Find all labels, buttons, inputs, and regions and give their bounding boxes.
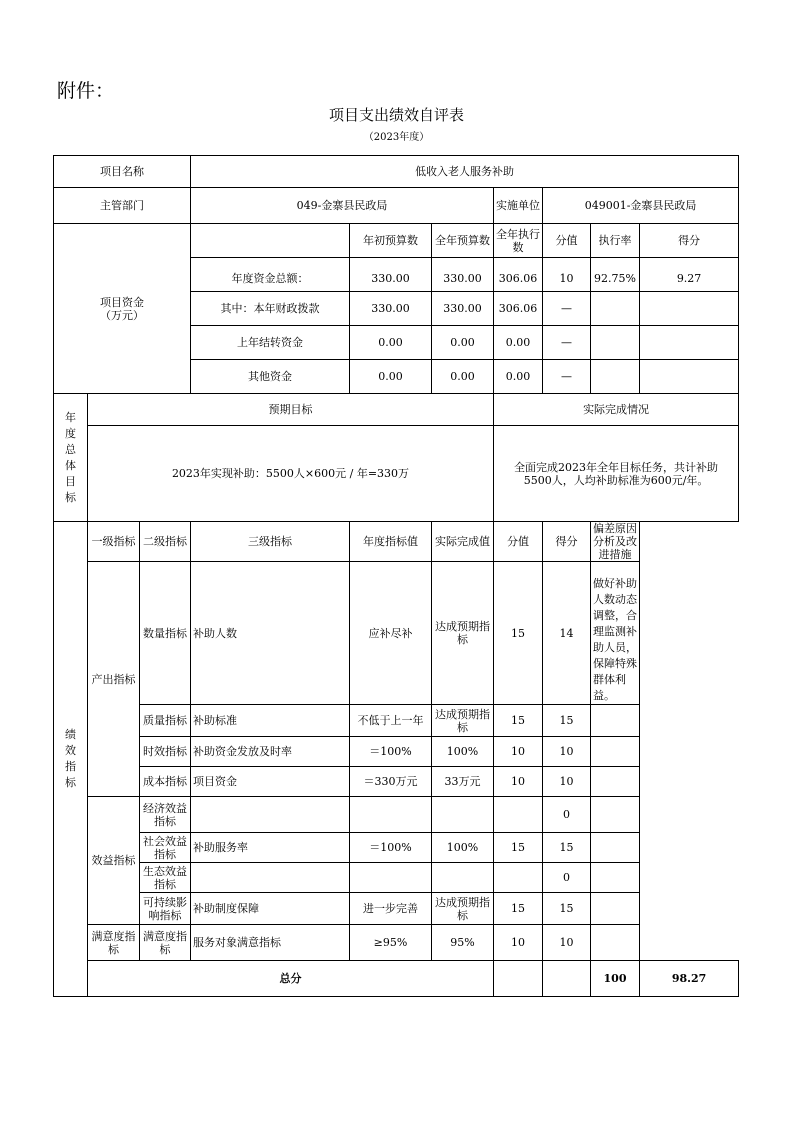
fund-initial: 330.00 (350, 292, 432, 326)
project-name-label: 项目名称 (54, 156, 191, 188)
project-name-row (54, 156, 739, 188)
performance-label-text: 绩 效 指 标 (65, 728, 76, 789)
indicator-level2: 社会效益指标 (140, 833, 191, 863)
total-value: 100 (591, 961, 640, 997)
indicator-level2: 满意度指标 (140, 925, 191, 961)
total-score: 98.27 (640, 961, 739, 997)
indicator-level2: 可持续影响指标 (140, 893, 191, 925)
indicator-target: ＝100% (350, 737, 432, 767)
output-indicator-label: 产出指标 (88, 562, 140, 797)
funds-header-blank (191, 224, 350, 258)
header-score: 得分 (640, 224, 739, 258)
fund-executed: 0.00 (494, 326, 543, 360)
header-value: 分值 (494, 522, 543, 562)
indicator-score: 0 (543, 863, 591, 893)
fund-annual: 0.00 (432, 360, 494, 394)
fund-executed: 0.00 (494, 360, 543, 394)
funds-label (54, 224, 191, 394)
indicator-reason (591, 833, 640, 863)
indicator-score: 10 (543, 737, 591, 767)
annual-goal-label-text: 年 度 总 体 目 标 (65, 410, 76, 504)
fund-annual: 330.00 (432, 258, 494, 292)
funds-header-row (54, 224, 739, 258)
indicator-level3: 服务对象满意指标 (191, 925, 350, 961)
funds-label-line1: 项目资金 (100, 295, 144, 309)
fund-annual: 0.00 (432, 326, 494, 360)
indicator-reason (591, 737, 640, 767)
indicator-target: ＝100% (350, 833, 432, 863)
goal-header-row (54, 394, 739, 426)
indicator-actual: 达成预期指标 (432, 705, 494, 737)
indicator-actual: 达成预期指标 (432, 893, 494, 925)
total-label: 总分 (88, 961, 494, 997)
indicator-target: ＝330万元 (350, 767, 432, 797)
fund-annual: 330.00 (432, 292, 494, 326)
indicator-level2: 质量指标 (140, 705, 191, 737)
indicator-value (494, 863, 543, 893)
indicator-level3: 补助标准 (191, 705, 350, 737)
indicator-target: ≥95% (350, 925, 432, 961)
header-score-value: 分值 (543, 224, 591, 258)
indicator-actual: 达成预期指标 (432, 562, 494, 705)
indicator-score: 10 (543, 925, 591, 961)
indicator-row (54, 767, 739, 797)
goal-content-row (54, 426, 739, 522)
actual-status-header: 实际完成情况 (494, 394, 739, 426)
fund-score (640, 360, 739, 394)
expected-goal-header: 预期目标 (88, 394, 494, 426)
unit-label: 实施单位 (494, 188, 543, 224)
fund-score: 9.27 (640, 258, 739, 292)
indicator-reason (591, 705, 640, 737)
indicator-target (350, 797, 432, 833)
header-level2: 二级指标 (140, 522, 191, 562)
fund-initial: 330.00 (350, 258, 432, 292)
indicator-score: 0 (543, 797, 591, 833)
fund-executed: 306.06 (494, 258, 543, 292)
indicator-row (54, 925, 739, 961)
fund-initial: 0.00 (350, 360, 432, 394)
indicator-level2: 时效指标 (140, 737, 191, 767)
fund-name: 年度资金总额： (191, 258, 350, 292)
department-label: 主管部门 (54, 188, 191, 224)
satisfaction-indicator-label: 满意度指标 (88, 925, 140, 961)
header-exec-rate: 执行率 (591, 224, 640, 258)
indicator-score: 15 (543, 833, 591, 863)
indicator-level2: 成本指标 (140, 767, 191, 797)
total-blank-actual (543, 961, 591, 997)
indicator-row (54, 863, 739, 893)
indicator-reason (591, 893, 640, 925)
project-name-value: 低收入老人服务补助 (191, 156, 739, 188)
actual-status: 全面完成2023年全年目标任务，共计补助5500人，人均补助标准为600元/年。 (494, 426, 739, 522)
indicator-reason (591, 863, 640, 893)
fund-initial: 0.00 (350, 326, 432, 360)
indicator-value: 10 (494, 767, 543, 797)
indicator-value: 15 (494, 833, 543, 863)
fund-rate: 92.75% (591, 258, 640, 292)
indicator-row (54, 705, 739, 737)
fund-name: 其中：本年财政拨款 (191, 292, 350, 326)
indicator-level3 (191, 863, 350, 893)
fund-rate (591, 292, 640, 326)
indicator-score: 15 (543, 705, 591, 737)
indicator-reason (591, 925, 640, 961)
performance-label (54, 522, 88, 997)
indicator-row (54, 562, 739, 705)
fund-score-value: — (543, 326, 591, 360)
indicator-target: 应补尽补 (350, 562, 432, 705)
indicator-actual: 100% (432, 833, 494, 863)
indicator-actual (432, 797, 494, 833)
fund-rate (591, 360, 640, 394)
total-blank-target (494, 961, 543, 997)
indicator-actual: 33万元 (432, 767, 494, 797)
fund-executed: 306.06 (494, 292, 543, 326)
indicator-level2: 数量指标 (140, 562, 191, 705)
indicator-score: 14 (543, 562, 591, 705)
indicator-level3: 项目资金 (191, 767, 350, 797)
indicator-row (54, 893, 739, 925)
fund-score-value: 10 (543, 258, 591, 292)
fund-score-value: — (543, 360, 591, 394)
form-title: 项目支出绩效自评表 (328, 106, 464, 124)
indicator-value: 15 (494, 705, 543, 737)
fund-score (640, 326, 739, 360)
indicator-reason (591, 797, 640, 833)
fund-name: 上年结转资金 (191, 326, 350, 360)
indicator-level3 (191, 797, 350, 833)
indicator-row (54, 833, 739, 863)
funds-label-line2: （万元） (100, 308, 144, 322)
expected-goal: 2023年实现补助：5500人×600元 / 年=330万 (88, 426, 494, 522)
department-value: 049-金寨县民政局 (191, 188, 494, 224)
annual-goal-label (54, 394, 88, 522)
indicator-level2: 生态效益指标 (140, 863, 191, 893)
self-evaluation-table (53, 155, 739, 997)
form-year: （2023年度） (363, 132, 430, 143)
indicator-row (54, 737, 739, 767)
unit-value: 049001-金寨县民政局 (543, 188, 739, 224)
indicator-actual: 95% (432, 925, 494, 961)
indicator-level2: 经济效益指标 (140, 797, 191, 833)
attachment-label: 附件： (57, 80, 115, 102)
indicator-reason (591, 767, 640, 797)
fund-score-value: — (543, 292, 591, 326)
benefit-indicator-label: 效益指标 (88, 797, 140, 925)
header-initial-budget: 年初预算数 (350, 224, 432, 258)
indicator-score: 10 (543, 767, 591, 797)
indicator-target (350, 863, 432, 893)
indicator-value (494, 797, 543, 833)
indicator-value: 15 (494, 562, 543, 705)
indicator-reason: 做好补助人数动态调整，合理监测补助人员，保障特殊群体利益。 (591, 562, 640, 705)
performance-header-row (54, 522, 739, 562)
indicator-value: 15 (494, 893, 543, 925)
fund-rate (591, 326, 640, 360)
header-actual: 实际完成值 (432, 522, 494, 562)
indicator-level3: 补助人数 (191, 562, 350, 705)
indicator-actual: 100% (432, 737, 494, 767)
indicator-score: 15 (543, 893, 591, 925)
total-row (54, 961, 739, 997)
header-target: 年度指标值 (350, 522, 432, 562)
indicator-target: 不低于上一年 (350, 705, 432, 737)
header-reason: 偏差原因分析及改进措施 (591, 522, 640, 562)
indicator-target: 进一步完善 (350, 893, 432, 925)
header-level3: 三级指标 (191, 522, 350, 562)
indicator-value: 10 (494, 737, 543, 767)
indicator-actual (432, 863, 494, 893)
header-annual-executed: 全年执行数 (494, 224, 543, 258)
header-annual-budget: 全年预算数 (432, 224, 494, 258)
fund-score (640, 292, 739, 326)
header-level1: 一级指标 (88, 522, 140, 562)
indicator-value: 10 (494, 925, 543, 961)
indicator-row (54, 797, 739, 833)
indicator-level3: 补助制度保障 (191, 893, 350, 925)
header-score: 得分 (543, 522, 591, 562)
department-row (54, 188, 739, 224)
fund-name: 其他资金 (191, 360, 350, 394)
indicator-level3: 补助资金发放及时率 (191, 737, 350, 767)
indicator-level3: 补助服务率 (191, 833, 350, 863)
